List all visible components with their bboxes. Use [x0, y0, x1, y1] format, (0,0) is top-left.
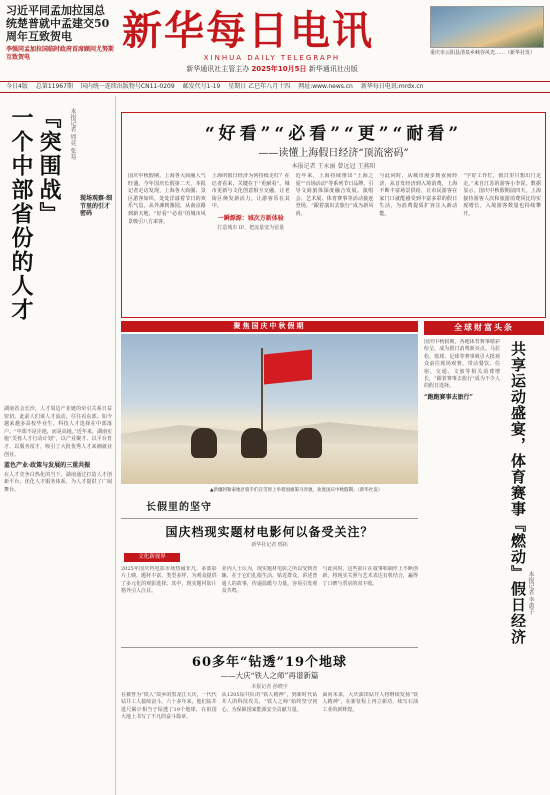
- lead-col-1: 国庆中秋假期，上海各大商圈人气旺盛。今年国庆长假第二天，本报记者走访发现，上海各大商圈、景区游客如织，处处洋溢着节日的欢乐气息。从外滩到豫园，从南京路到新天地，“好看”“必看”的城市风景吸引八方来客。: [128, 173, 206, 225]
- article3-col-2: 从1205钻井队的“铁人精神”，到新时代钻井人的科技攻关，“铁人之师”始终坚守初心，为保障国家能源安全贡献力量。: [221, 692, 318, 713]
- left-body: [4, 406, 112, 495]
- right-column: [424, 321, 550, 795]
- publisher-right: 新华通讯社出版: [308, 65, 358, 73]
- article3-columns: [121, 692, 418, 792]
- left-headline[interactable]: 习近平同孟加拉国总统楚普就中孟建交50周年互致贺电: [6, 4, 110, 43]
- left-headline-vertical-2[interactable]: 『突围战』: [36, 106, 62, 226]
- newspaper-logo: [122, 7, 422, 73]
- divider-2: [121, 647, 418, 648]
- left-subhead-2: 蓝色产业·政策与发展的三重共振: [4, 462, 91, 470]
- main-photo[interactable]: [121, 334, 418, 484]
- lead-pull-quote: 一瞬源源：城次方新体验: [217, 214, 284, 222]
- lead-columns: [128, 173, 541, 313]
- left-body-text-2: 在人才竞争白热化的当下，湖南通过打造人才创新平台、优化人才服务体系，为人才提供了广阔舞台。: [4, 471, 112, 493]
- national-flag: [264, 349, 312, 384]
- article2-col-2: 业内人士认为，现实题材电影之所以受到青睐，在于它们扎根生活、贴近群众，讲述普通人的故事，传递温暖与力量，容易引发观众共鸣。: [221, 566, 318, 595]
- logo-english: XINHUA DAILY TELEGRAPH: [203, 54, 341, 62]
- article2-tag: 文化新视界: [124, 553, 180, 562]
- lead-col-5: “学好工作忙，假日里只想出门走走。”来自江苏的游客小李说。数据显示，国庆中秋假期前四天，上海接待游客人次和旅游消费同比均实现增长，入境游客数量也持续攀升。: [463, 173, 541, 217]
- article3-col-3: 面向未来，大庆油田钻井人将继续发扬“铁人精神”，在新征程上再立新功，续写石油工业的新辉煌。: [322, 692, 419, 713]
- masthead-date: 2025年10月5日: [251, 65, 307, 73]
- article3-byline: 本报记者 孙晓宇: [251, 684, 288, 690]
- masthead: [0, 0, 550, 80]
- left-byline: 本报记者 周竞 张易: [69, 108, 76, 160]
- lead-col-3: 近年来，上海持续推出“上海之夏”“百场活动”等系列节日品牌，引导文商旅体深度融合发展。演唱会、艺术展、体育赛事等活动接连登场，“跟着演出去旅行”成为新风尚。: [295, 173, 374, 217]
- right-byline: 本报记者 李惠子: [527, 571, 534, 615]
- left-intro: [80, 192, 114, 220]
- right-section-tag[interactable]: 全球财富头条: [424, 321, 544, 335]
- divider-1: [121, 518, 418, 519]
- lead-col-2-text: 上海的假日经济为何持续走红？在记者看来，关键在于“更耐看”。城市更新与文化创意相互交融，让老街区焕发新活力，让游客乐在其中。: [211, 173, 290, 210]
- article3-subtitle: ——大庆“铁人之师”再谱新篇: [220, 671, 319, 680]
- publisher-line: [122, 64, 422, 74]
- article2-col-3: 与此同时，这些影片在叙事和制作上不断创新，将现实关照与艺术表达有机结合，赢得了口碑与票房的双丰收。: [322, 566, 419, 587]
- right-subhead: “跑跑赛事去旅行”: [424, 393, 473, 401]
- lead-article-box[interactable]: [121, 112, 546, 318]
- photo-snow-ground: [121, 444, 418, 484]
- rider-3: [296, 428, 322, 458]
- lead-col-4: 与此同时，从城市漫步到夜间经济，从首发经济到入境消费，上海不断丰富场景供给，让市民游客在家门口就能感受到丰富多彩的假日生活，为消费提质扩容注入新动能。: [379, 173, 458, 217]
- article3-col-1: 在被誉为“铁人”故乡的黑龙江大庆，一代代钻井工人接续奋斗。六十多年来，他们钻井进尺累计相当于钻透了19个地球，在祖国大地上书写了不凡的奋斗篇章。: [121, 692, 217, 721]
- website[interactable]: 网址:www.news.cn: [298, 83, 353, 90]
- weekday: 星期日 乙巳年八月十四: [228, 83, 291, 90]
- left-subhead: 现场观察·细节里的引才密码: [80, 195, 113, 217]
- right-headline-vertical[interactable]: 共享运动盛宴，体育赛事『燃动』假日经济: [509, 341, 527, 645]
- flagpole: [261, 348, 263, 434]
- right-body-text: 国庆中秋假期，各地体育赛事精彩纷呈，成为假日消费新亮点。马拉松、篮球、足球等赛事吸引大批观众前往现场观赛，带动餐饮、住宿、交通、文旅等相关消费增长，“跟着赛事去旅行”成为不少人的假日选择。: [424, 339, 500, 390]
- photo-hills: [121, 416, 418, 446]
- rider-1: [191, 428, 217, 458]
- left-headline-vertical[interactable]: 一个中部省份的人才: [8, 106, 34, 322]
- rider-2: [241, 428, 267, 458]
- photo-title: 长假里的坚守: [146, 502, 212, 513]
- article2-byline: 新华社记者 邢拓: [251, 542, 288, 548]
- left-subheadline[interactable]: 李强同孟加拉国临时政府首席顾问尤努斯互致贺电: [6, 46, 115, 61]
- mobile-site[interactable]: 新华每日电讯:mrdx.cn: [360, 83, 424, 90]
- article3-title[interactable]: 60多年“钻透”19个地球: [191, 655, 348, 670]
- cn-number: 国内统一连续出版物号CN11-0209: [80, 83, 175, 90]
- postal-code: 邮发代号1-19: [182, 83, 221, 90]
- lead-title[interactable]: “好看”“必看”“更”“耐看”: [204, 124, 463, 144]
- lead-subtitle: ——读懂上海假日经济“顶流密码”: [258, 148, 409, 159]
- masthead-right-photo[interactable]: [430, 6, 544, 57]
- photo-caption: ▲新疆阿勒泰地区骑手们在雪原上举着国旗策马奔驰，欢度国庆中秋假期。（新华社发）: [210, 488, 383, 493]
- right-body: [424, 339, 500, 789]
- issue-number: 总第11967期: [35, 83, 73, 90]
- issue-pages: 今日4版: [6, 83, 28, 90]
- publisher: 新华通讯社主管主办: [186, 65, 250, 73]
- left-column: [0, 96, 116, 795]
- masthead-left-news[interactable]: [6, 4, 114, 62]
- info-bar: [0, 81, 550, 93]
- lead-pull-quote-sub: 打造城市 IP，把流量变为留量: [217, 224, 285, 231]
- article2-title[interactable]: 国庆档现实题材电影何以备受关注？: [165, 525, 374, 539]
- lead-byline: 本报记者 王永丽 曾远冠 王燕阳: [291, 163, 376, 170]
- left-body-text: 湖南省会长沙，人才周边产业链的牵引关系日益密切。此前人们谈人才流动，往往看东部。如今越来越多高校毕业生、科技人才选择在中部落户。“中部不是洼地，而是高地。”近年来，湖南实施“芙蓉人才行动计划”，以产业聚才、以平台育才、以服务留才，吸引了大批优秀人才来湘就业创业。: [4, 406, 112, 458]
- article2-columns: [121, 566, 418, 646]
- section-banner[interactable]: 聚焦国庆中秋假期: [121, 321, 418, 332]
- article2-col-1: 2025年国庆档电影市场热闹非凡，多部影片上映，题材丰富、类型多样，为观众提供了多元化的观影选择。其中，现实题材影片格外引人注目。: [121, 566, 217, 595]
- photo-caption-right: 重庆市云阳县清泉乡峡谷风光……（新华社发）: [430, 50, 536, 56]
- logo-chinese: 新华每日电讯: [122, 7, 374, 54]
- lead-col-2: [212, 173, 290, 313]
- landscape-photo[interactable]: [430, 6, 544, 48]
